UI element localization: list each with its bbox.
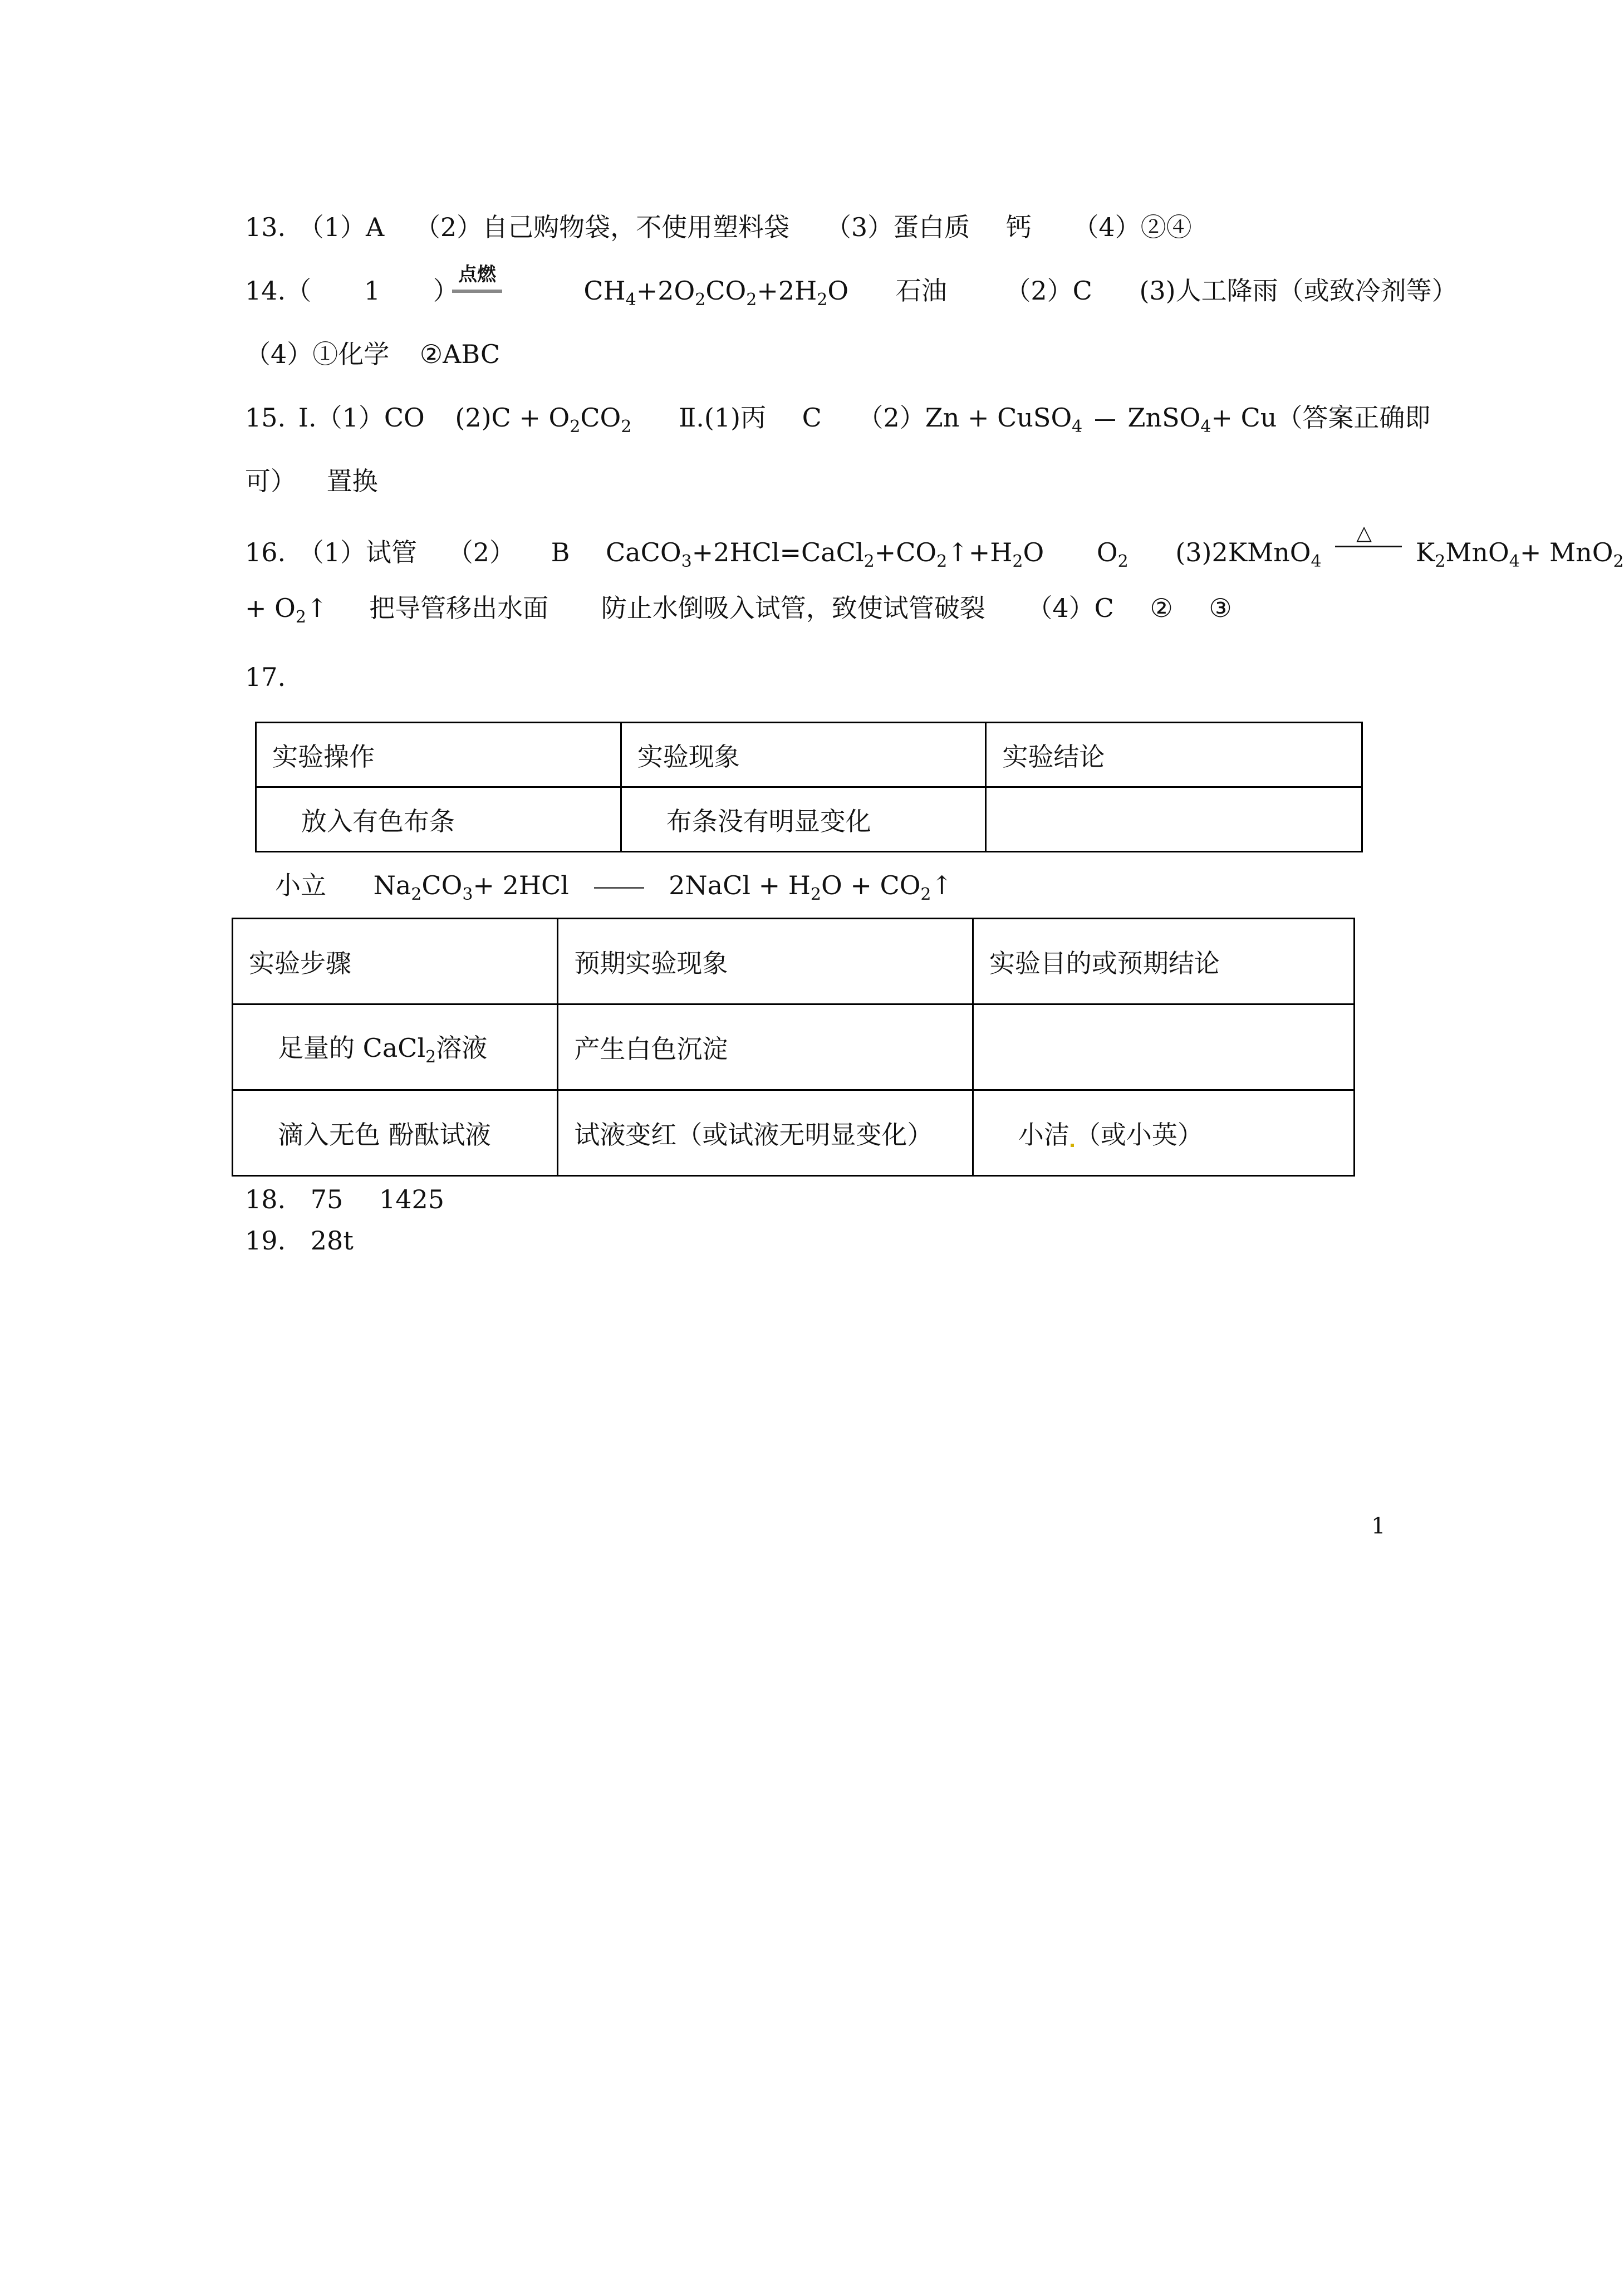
q16-step: 把导管移出水面 (369, 593, 549, 623)
q15-II-choice: C (802, 403, 822, 433)
q13-part3b: 钙 (1005, 212, 1032, 242)
q16-equation1: CaCO3+2HCl=CaCl2+CO2↑+H2O (606, 537, 1044, 571)
q14-part4b: ②ABC (419, 339, 501, 369)
q18-answer-a: 75 (310, 1184, 344, 1214)
table2-row2-step: 滴入无色 酚酞试液 (233, 1090, 558, 1176)
q16-oxygen: + O2↑ (245, 593, 328, 627)
q14-line1 (245, 274, 1458, 317)
q17-student: 小立 (275, 870, 326, 900)
table2-header-expected: 预期实验现象 (558, 919, 973, 1004)
table2-row1-purpose (973, 1004, 1354, 1090)
table2-row1-step: 足量的 CaCl$_2$溶液 (233, 1004, 558, 1090)
q16-heat-arrow: △ (1329, 528, 1407, 561)
q13-line (245, 210, 1192, 244)
q18-number: 18. (245, 1184, 286, 1214)
table1-header-conclusion: 实验结论 (986, 723, 1362, 787)
q15-II-part2: （2）Zn + CuSO4 ZnSO4+ Cu（答案正确即 (857, 403, 1431, 437)
table2-row2-purpose: 小洁 （或小英） (973, 1090, 1354, 1176)
q13-part1: （1）A (298, 212, 385, 242)
q18-line (245, 1183, 444, 1216)
q14-oil: 石油 (895, 276, 947, 306)
table2-header-purpose: 实验目的或预期结论 (973, 919, 1354, 1004)
q15-II-part1: Ⅱ.(1)丙 (678, 403, 767, 433)
q16-equation2: K2MnO4+ MnO2 (1415, 537, 1624, 571)
page-number: 1 (1371, 1513, 1386, 1539)
table1-header-operation: 实验操作 (256, 723, 621, 787)
q14-part1-close: ） (433, 276, 459, 306)
q15-line2 (245, 464, 378, 498)
q16-part2-choice: B (551, 537, 570, 567)
table2-header-step: 实验步骤 (233, 919, 558, 1004)
q15-I-part1: Ⅰ.（1）CO (298, 403, 425, 433)
q16-part1: （1）试管 (298, 537, 418, 567)
q17-table2 (232, 918, 1355, 1177)
table1-cell-conclusion (986, 787, 1362, 852)
q15-reaction-type: 置换 (326, 466, 378, 496)
q15-number: 15. (245, 403, 286, 433)
highlight-dot (1071, 1144, 1074, 1147)
q14-part4a: （4）①化学 (245, 339, 390, 369)
q17-equation: Na2CO3+ 2HCl 2NaCl + H2O + CO2↑ (373, 870, 953, 904)
q18-answer-b: 1425 (379, 1184, 445, 1214)
table1-header-phenomenon: 实验现象 (621, 723, 986, 787)
table2-row2-expected: 试液变红（或试液无明显变化） (558, 1090, 973, 1176)
q17-equation-line (275, 869, 953, 911)
q14-reaction-condition: 点燃 (452, 259, 502, 293)
q17-table1 (255, 722, 1363, 852)
table2-row1-expected: 产生白色沉淀 (558, 1004, 973, 1090)
q16-part4: （4）C (1027, 593, 1114, 623)
q14-part1-label: 1 (364, 276, 381, 306)
q13-part2: （2）自己购物袋，不使用塑料袋 (414, 212, 790, 242)
q15-line1 (245, 401, 1430, 444)
q19-line (245, 1224, 354, 1257)
q19-answer: 28t (310, 1226, 354, 1256)
q14-part2: （2）C (1005, 276, 1092, 306)
q16-number: 16. (245, 537, 286, 567)
q13-part3: （3）蛋白质 (825, 212, 970, 242)
q16-line1 (245, 522, 1624, 579)
q17-number: 17. (245, 662, 286, 692)
q13-part4: （4）②④ (1073, 212, 1192, 242)
q14-equation: CH4+2O2CO2+2H2O (583, 276, 849, 310)
q19-number: 19. (245, 1226, 286, 1256)
q16-part2: （2） (447, 537, 515, 567)
q16-line2 (245, 591, 1232, 634)
table1-cell-operation: 放入有色布条 (256, 787, 621, 852)
q16-part4-c: ③ (1209, 593, 1232, 623)
q14-number: 14.（ (245, 276, 312, 306)
q13-number: 13. (245, 212, 286, 242)
q16-part3: (3)2KMnO4 (1175, 537, 1322, 571)
q15-line2-a: 可） (245, 466, 296, 496)
q14-part3: (3)人工降雨（或致冷剂等） (1139, 276, 1458, 306)
q16-reason: 防止水倒吸入试管，致使试管破裂 (601, 593, 985, 623)
q16-part4-b: ② (1150, 593, 1173, 623)
table1-cell-phenomenon: 布条没有明显变化 (621, 787, 986, 852)
q16-gas: O2 (1096, 537, 1129, 571)
q15-I-part2: (2)C + O2CO2 (455, 403, 632, 437)
q14-line2 (245, 337, 500, 371)
